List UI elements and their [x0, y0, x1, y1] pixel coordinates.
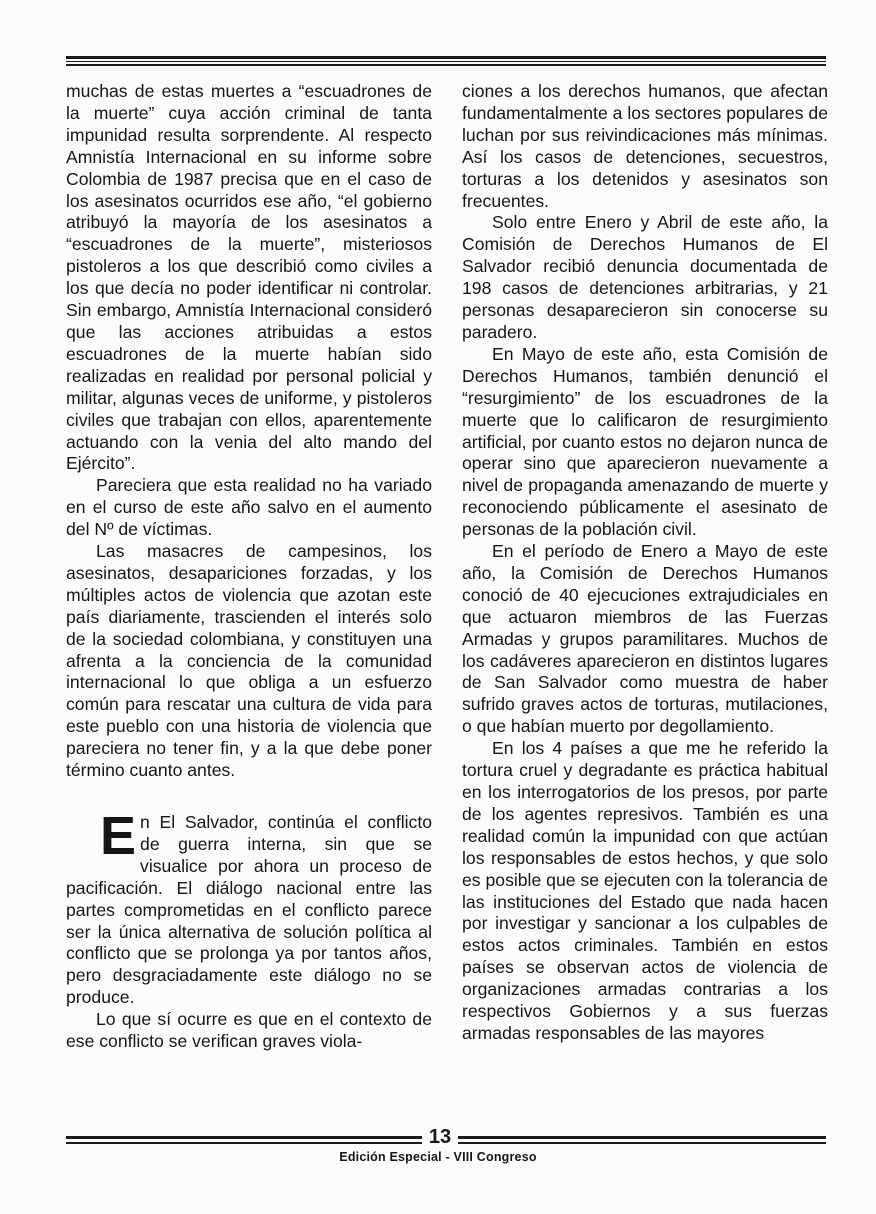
right-column: [462, 81, 828, 1045]
paragraph: En Mayo de este año, esta Comisión de Derechos Humanos, también denunció el “resurgimiento” de los escuadrones de la muerte que lo calificaron de resurgimiento artificial, por cuanto estos no dejaron nunca de operar sino que aparecieron nuevamente a nivel de propaganda amenazando de muerte y reconociendo públicamente el asesinato de personas de la población civil.: [462, 343, 828, 540]
paragraph: En los 4 países a que me he referido la tortura cruel y degradante es práctica habitual en los interrogatorios de los presos, por parte de los agentes represivos. También es una realidad común la impunidad con que actúan los responsables de estos hechos, y que solo es posible que se ejecuten con la tolerancia de las instituciones del Estado que nada hacen por investigar y sancionar a los culpables de estos actos criminales. También en estos países se observan actos de violencia de organizaciones armadas contrarias a los respectivos Gobiernos y a sus fuerzas armadas responsables de las mayores: [462, 738, 828, 1043]
drop-cap: E: [100, 806, 137, 866]
footer-rule-right: [458, 1136, 826, 1144]
footer-caption: Edición Especial - VIII Congreso: [339, 1150, 537, 1164]
paragraph: Las masacres de campesinos, los asesinatos, desapariciones forzadas, y los múltiples actos de violencia que azotan este país diariamente, trascienden el interés solo de la sociedad colombiana, y constituyen una afrenta a la conciencia de la comunidad internacional lo que obliga a un esfuerzo común para rescatar una cultura de vida para este pueblo con una historia de violencia que pareciera no tener fin, y a la que debe poner término cuanto antes.: [66, 541, 432, 781]
left-column: [66, 81, 432, 1053]
footer-rule-left: [66, 1136, 422, 1144]
header-rule: [66, 56, 826, 66]
paragraph: n El Salvador, continúa el conflicto de guerra interna, sin que se visualice por ahora un proceso de pacificación. El diálogo nacional entre las partes comprometidas en el conflicto parece ser la única alternativa de solución política al conflicto que se prolonga ya por tantos años, pero desgraciadamente este diálogo no se produce.: [66, 812, 432, 1008]
paragraph: Lo que sí ocurre es que en el contexto de ese conflicto se verifican graves viola-: [66, 1009, 432, 1052]
paragraph: Pareciera que esta realidad no ha variado en el curso de este año salvo en el aumento del Nº de víctimas.: [66, 475, 432, 540]
paragraph: Solo entre Enero y Abril de este año, la Comisión de Derechos Humanos de El Salvador recibió denuncia documentada de 198 casos de detenciones arbitrarias, y 21 personas desaparecieron sin conocerse su paradero.: [462, 212, 828, 342]
footer-rule: [66, 1128, 826, 1152]
page-number: 13: [428, 1126, 452, 1148]
dropcap-paragraph: [66, 806, 432, 1009]
paragraph: En el período de Enero a Mayo de este año, la Comisión de Derechos Humanos conoció de 40 ejecuciones extrajudiciales en que actuaron miembros de las Fuerzas Armadas y grupos paramilitares. Muchos de los cadáveres aparecieron en distintos lugares de San Salvador como muestra de haber sufrido graves actos de torturas, mutilaciones, o que habían muerto por degollamiento.: [462, 541, 828, 737]
paragraph: muchas de estas muertes a “escuadrones de la muerte” cuya acción criminal de tanta impunidad resulta sorprendente. Al respecto Amnistía Internacional en su informe sobre Colombia de 1987 precisa que en el caso de los asesinatos ocurridos ese año, “el gobierno atribuyó la mayoría de los asesinatos a “escuadrones de la muerte”, misteriosos pistoleros a los que describió como civiles a los que decía no poder identificar ni controlar. Sin embargo, Amnistía Internacional consideró que las acciones atribuidas a estos escuadrones de la muerte habían sido realizadas en realidad por personal policial y militar, algunas veces de uniforme, y pistoleros civiles que trabajan con ellos, aparentemente actuando con la venia del alto mando del Ejército”.: [66, 81, 432, 474]
paragraph: ciones a los derechos humanos, que afectan fundamentalmente a los sectores populares de luchan por sus reivindicaciones más mínimas. Así los casos de detenciones, secuestros, torturas a los detenidos y asesinatos son frecuentes.: [462, 81, 828, 211]
